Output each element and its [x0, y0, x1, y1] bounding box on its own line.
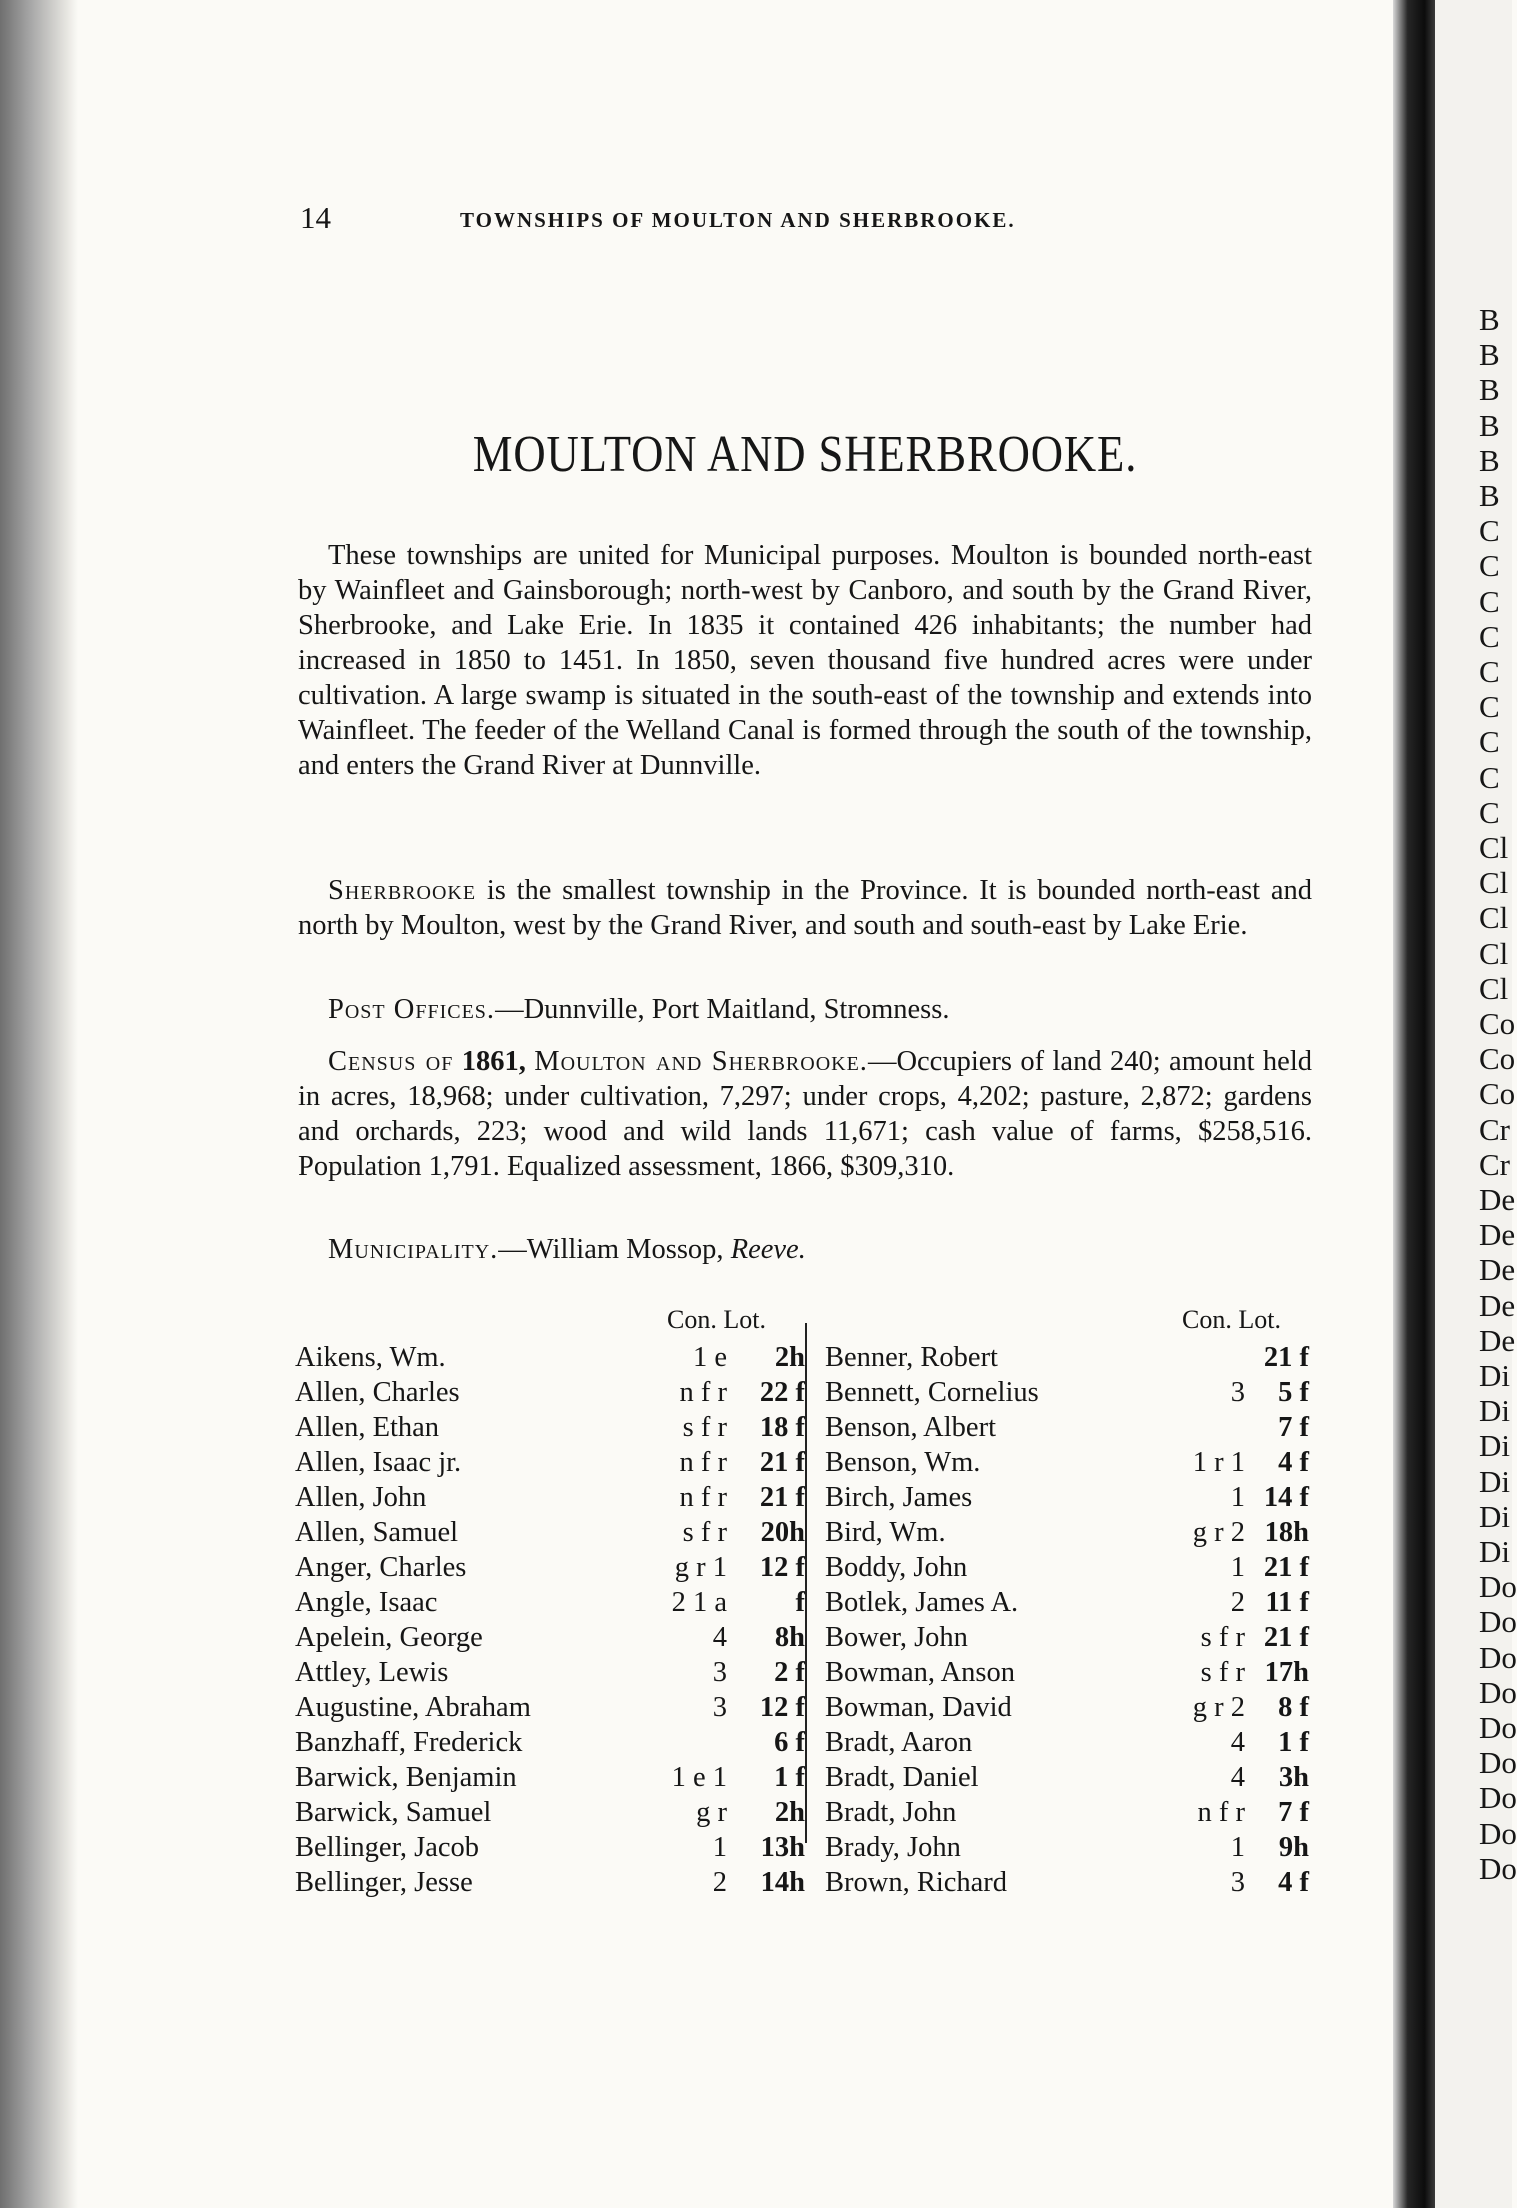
directory-lot: 9h — [1278, 1832, 1309, 1863]
facing-page-fragment: B — [1479, 442, 1500, 478]
directory-name: Bradt, Aaron — [825, 1727, 973, 1758]
directory-lot: 7 f — [1278, 1412, 1309, 1443]
facing-page-edge — [1435, 0, 1517, 2208]
directory-name: Benson, Wm. — [825, 1447, 981, 1478]
directory-lot: 21 f — [759, 1447, 805, 1478]
directory-row — [295, 1830, 805, 1865]
directory-name: Allen, Isaac jr. — [295, 1447, 462, 1478]
directory-con: 3 — [1230, 1867, 1245, 1898]
directory-lot: 4 f — [1278, 1447, 1309, 1478]
census-text: —Occupiers of land 240; amount held in acres, 18,968; under cultivation, 7,297; under crops, 4,202; pasture, 2,872; gardens and orchards, 223; wood and wild lands 11,671; cash value of farms, $258,516. Population 1,791. Equalized assessment, 1866, $309,310. — [298, 1046, 1312, 1182]
directory-row — [295, 1445, 805, 1480]
directory-row — [295, 1340, 805, 1375]
directory-con: 4 — [712, 1622, 727, 1653]
directory-con: s f r — [682, 1412, 727, 1443]
directory-con: 1 — [1230, 1482, 1245, 1513]
directory-lot: 14 f — [1263, 1482, 1309, 1513]
page-number: 14 — [300, 200, 331, 235]
directory-row — [295, 1690, 805, 1725]
directory-row — [295, 1725, 805, 1760]
directory-row — [295, 1620, 805, 1655]
directory-con: 2 1 a — [671, 1587, 727, 1618]
directory-con: 3 — [712, 1692, 727, 1723]
facing-page-fragment: Cr — [1479, 1111, 1510, 1147]
facing-page-fragment: Cl — [1479, 970, 1509, 1006]
directory-row — [825, 1550, 1317, 1585]
directory-row — [825, 1445, 1317, 1480]
directory-lot: 18h — [1264, 1517, 1309, 1548]
directory-row — [825, 1515, 1317, 1550]
facing-page-fragment: Do — [1479, 1710, 1517, 1745]
directory-lot: 7 f — [1278, 1797, 1309, 1828]
facing-page-fragment: Co — [1479, 1041, 1516, 1077]
directory-con: 4 — [1230, 1762, 1245, 1793]
facing-page-fragment: Cl — [1479, 865, 1509, 901]
facing-page-fragment: Do — [1479, 1745, 1517, 1781]
intro-paragraph: These townships are united for Municipal purposes. Moulton is bounded north-east by Wainfleet and Gainsborough; north-west by Canboro, and south by the Grand River, Sherbrooke, and Lake Erie. In 1835 it contained 426 inhabitants; the number had increased in 1850 to 1451. In 1850, seven thousand five hundred acres were under cultivation. A large swamp is situated in the south-east of the township and extends into Wainfleet. The feeder of the Welland Canal is formed through the south of the township, and enters the Grand River at Dunnville. — [298, 540, 1312, 781]
directory-con: 3 — [1230, 1377, 1245, 1408]
directory-row — [825, 1410, 1317, 1445]
directory-name: Barwick, Benjamin — [295, 1762, 517, 1793]
directory-con: 2 — [712, 1867, 727, 1898]
post-offices-text: —Dunnville, Port Maitland, Stromness. — [495, 994, 950, 1025]
directory-name: Brady, John — [825, 1832, 961, 1863]
directory-name: Apelein, George — [295, 1622, 483, 1653]
directory-lot: 2 f — [774, 1657, 805, 1688]
directory-name: Angle, Isaac — [295, 1587, 438, 1618]
directory-con: s f r — [1200, 1657, 1245, 1688]
directory-name: Bowman, David — [825, 1692, 1012, 1723]
sherbrooke-text: is the smallest township in the Province. It is bounded north-east and north by Moulton, west by the Grand River, and south and south-east by Lake Erie. — [298, 875, 1312, 941]
directory-name: Bellinger, Jesse — [295, 1867, 473, 1898]
directory-con: n f r — [679, 1482, 727, 1513]
census-lead: Census of — [328, 1046, 454, 1077]
directory-name: Banzhaff, Frederick — [295, 1727, 523, 1758]
directory-name: Bennett, Cornelius — [825, 1377, 1039, 1408]
directory-name: Allen, Samuel — [295, 1517, 459, 1548]
facing-page-fragment: De — [1479, 1287, 1516, 1323]
directory-name: Boddy, John — [825, 1552, 968, 1583]
facing-page-fragment: C — [1479, 618, 1500, 654]
directory-row — [825, 1480, 1317, 1515]
directory-lot: 4 f — [1278, 1867, 1309, 1898]
directory-row — [295, 1410, 805, 1445]
directory-lot: 21 f — [1263, 1622, 1309, 1653]
directory-name: Bower, John — [825, 1622, 968, 1653]
directory-lot: 12 f — [759, 1552, 805, 1583]
facing-page-fragment: Di — [1479, 1393, 1510, 1429]
directory-name: Benner, Robert — [825, 1342, 998, 1373]
directory-con: 1 — [1230, 1552, 1245, 1583]
facing-page-fragment: De — [1479, 1217, 1516, 1253]
facing-page-fragment: Cr — [1479, 1146, 1510, 1182]
facing-page-fragment: Co — [1479, 1006, 1516, 1041]
facing-page-fragment: B — [1479, 478, 1500, 513]
facing-page-fragment: Cl — [1479, 900, 1509, 936]
facing-page-fragment: Cl — [1479, 830, 1509, 865]
directory-name: Botlek, James A. — [825, 1587, 1019, 1618]
directory-name: Bellinger, Jacob — [295, 1832, 480, 1863]
directory-lot: 6 f — [774, 1727, 805, 1758]
directory-lot: 1 f — [774, 1762, 805, 1793]
directory-lot: 20h — [760, 1517, 805, 1548]
directory-con: 4 — [1230, 1727, 1245, 1758]
directory-con: n f r — [679, 1447, 727, 1478]
directory-row — [295, 1515, 805, 1550]
directory-lot: 11 f — [1265, 1587, 1309, 1618]
directory-name: Bird, Wm. — [825, 1517, 946, 1548]
facing-page-fragment: B — [1479, 302, 1500, 337]
directory-lot: 18 f — [759, 1412, 805, 1443]
directory-lot: 14h — [760, 1867, 805, 1898]
facing-page-fragment: Di — [1479, 1534, 1510, 1569]
residents-directory — [295, 1305, 1315, 1905]
directory-lot: 13h — [760, 1832, 805, 1863]
running-head-title: TOWNSHIPS OF MOULTON AND SHERBROOKE. — [460, 208, 1016, 232]
directory-con: g r 1 — [674, 1552, 727, 1583]
right-column-header: Con. Lot. — [1182, 1305, 1281, 1334]
facing-page-fragment: Do — [1479, 1604, 1517, 1640]
directory-lot: 8 f — [1278, 1692, 1309, 1723]
directory-name: Bowman, Anson — [825, 1657, 1016, 1688]
sherbrooke-paragraph — [298, 873, 1312, 943]
directory-row — [825, 1375, 1317, 1410]
directory-con: n f r — [679, 1377, 727, 1408]
directory-lot: 5 f — [1278, 1377, 1309, 1408]
facing-page-fragment: De — [1479, 1322, 1516, 1358]
facing-page-fragment: B — [1479, 372, 1500, 408]
directory-row — [295, 1865, 805, 1900]
left-column-header: Con. Lot. — [667, 1305, 766, 1334]
facing-page-fragment: Cl — [1479, 935, 1509, 971]
directory-row — [825, 1760, 1317, 1795]
directory-row — [825, 1830, 1317, 1865]
directory-lot: 21 f — [1263, 1552, 1309, 1583]
directory-name: Allen, Charles — [295, 1377, 460, 1408]
left-rows — [295, 1340, 805, 1900]
directory-lot: 2h — [774, 1342, 805, 1373]
directory-name: Birch, James — [825, 1482, 973, 1513]
directory-lot: f — [795, 1587, 805, 1618]
directory-row — [825, 1620, 1317, 1655]
municipality-lead: Municipality. — [328, 1234, 499, 1265]
directory-lot: 3h — [1278, 1762, 1309, 1793]
book-spine — [1393, 0, 1435, 2208]
facing-page-fragment: C — [1479, 654, 1500, 689]
directory-name: Barwick, Samuel — [295, 1797, 492, 1828]
facing-page-fragment: C — [1479, 689, 1500, 725]
census-year: 1861, — [453, 1046, 535, 1077]
directory-right-column — [805, 1305, 1317, 1898]
directory-con: g r — [696, 1797, 727, 1828]
directory-name: Anger, Charles — [295, 1552, 467, 1583]
post-offices-lead: Post Offices. — [328, 994, 496, 1025]
facing-page-fragment: C — [1479, 583, 1500, 619]
directory-name: Bradt, Daniel — [825, 1762, 979, 1793]
facing-page-fragment: Di — [1479, 1498, 1510, 1534]
directory-name: Augustine, Abraham — [295, 1692, 531, 1723]
facing-page-fragment: Do — [1479, 1850, 1517, 1886]
municipality-text: —William Mossop, — [498, 1234, 731, 1265]
directory-row — [295, 1795, 805, 1830]
directory-lot: 12 f — [759, 1692, 805, 1723]
directory-con: 1 — [1230, 1832, 1245, 1863]
running-head — [300, 200, 1342, 240]
facing-page-fragment: B — [1479, 337, 1500, 373]
facing-page-fragment: Di — [1479, 1463, 1510, 1499]
directory-con: 1 r 1 — [1192, 1447, 1245, 1478]
directory-lot: 8h — [774, 1622, 805, 1653]
facing-page-fragment: Do — [1479, 1780, 1517, 1816]
directory-lot: 22 f — [759, 1377, 805, 1408]
section-title: MOULTON AND SHERBROOKE. — [472, 426, 1138, 483]
directory-con: 1 e — [692, 1342, 727, 1373]
directory-row — [825, 1340, 1317, 1375]
directory-row — [295, 1760, 805, 1795]
directory-con: 1 e 1 — [671, 1762, 727, 1793]
facing-page-fragment: Co — [1479, 1076, 1516, 1112]
directory-row — [825, 1690, 1317, 1725]
directory-con: 2 — [1230, 1587, 1245, 1618]
directory-name: Allen, Ethan — [295, 1412, 440, 1443]
facing-page-fragment: Di — [1479, 1428, 1510, 1464]
facing-page-fragment: De — [1479, 1182, 1516, 1217]
directory-con: n f r — [1197, 1797, 1245, 1828]
directory-name: Aikens, Wm. — [295, 1342, 446, 1373]
directory-con: g r 2 — [1192, 1517, 1245, 1548]
municipality-title: Reeve. — [730, 1234, 806, 1265]
census-paragraph — [298, 1044, 1312, 1184]
directory-lot: 17h — [1264, 1657, 1309, 1688]
directory-lot: 2h — [774, 1797, 805, 1828]
directory-con: s f r — [682, 1517, 727, 1548]
directory-row — [295, 1480, 805, 1515]
directory-lot: 21 f — [1263, 1342, 1309, 1373]
directory-row — [825, 1865, 1317, 1900]
municipality-paragraph — [298, 1232, 1312, 1267]
directory-con: 1 — [712, 1832, 727, 1863]
facing-page-fragment: C — [1479, 513, 1500, 549]
directory-con: g r 2 — [1192, 1692, 1245, 1723]
directory-row — [295, 1375, 805, 1410]
facing-page-fragment: Do — [1479, 1674, 1517, 1710]
page-gutter-shadow — [0, 0, 78, 2208]
facing-page-fragment: Do — [1479, 1569, 1517, 1605]
facing-page-fragment: De — [1479, 1252, 1516, 1288]
facing-page-fragment: B — [1479, 407, 1500, 443]
directory-con: s f r — [1200, 1622, 1245, 1653]
directory-lot: 1 f — [1278, 1727, 1309, 1758]
facing-page-fragment: C — [1479, 759, 1500, 795]
directory-con: 3 — [712, 1657, 727, 1688]
sherbrooke-lead: Sherbrooke — [328, 875, 477, 906]
directory-row — [295, 1585, 805, 1620]
facing-page-fragment: C — [1479, 794, 1500, 830]
facing-page-fragment: C — [1479, 548, 1500, 584]
directory-name: Allen, John — [295, 1482, 427, 1513]
facing-page-fragment: Do — [1479, 1639, 1517, 1675]
directory-lot: 21 f — [759, 1482, 805, 1513]
post-offices-paragraph — [298, 992, 1312, 1027]
directory-row — [825, 1795, 1317, 1830]
directory-name: Brown, Richard — [825, 1867, 1008, 1898]
directory-row — [825, 1585, 1317, 1620]
facing-page-fragment: Do — [1479, 1815, 1517, 1851]
right-rows — [825, 1340, 1317, 1900]
directory-name: Bradt, John — [825, 1797, 957, 1828]
facing-page-fragment: Di — [1479, 1358, 1510, 1393]
directory-name: Attley, Lewis — [295, 1657, 449, 1688]
directory-row — [295, 1550, 805, 1585]
directory-row — [295, 1655, 805, 1690]
facing-page-fragment: C — [1479, 724, 1500, 760]
directory-row — [825, 1655, 1317, 1690]
directory-row — [825, 1725, 1317, 1760]
census-lead-townships: Moulton and Sherbrooke. — [534, 1046, 868, 1077]
directory-name: Benson, Albert — [825, 1412, 996, 1443]
